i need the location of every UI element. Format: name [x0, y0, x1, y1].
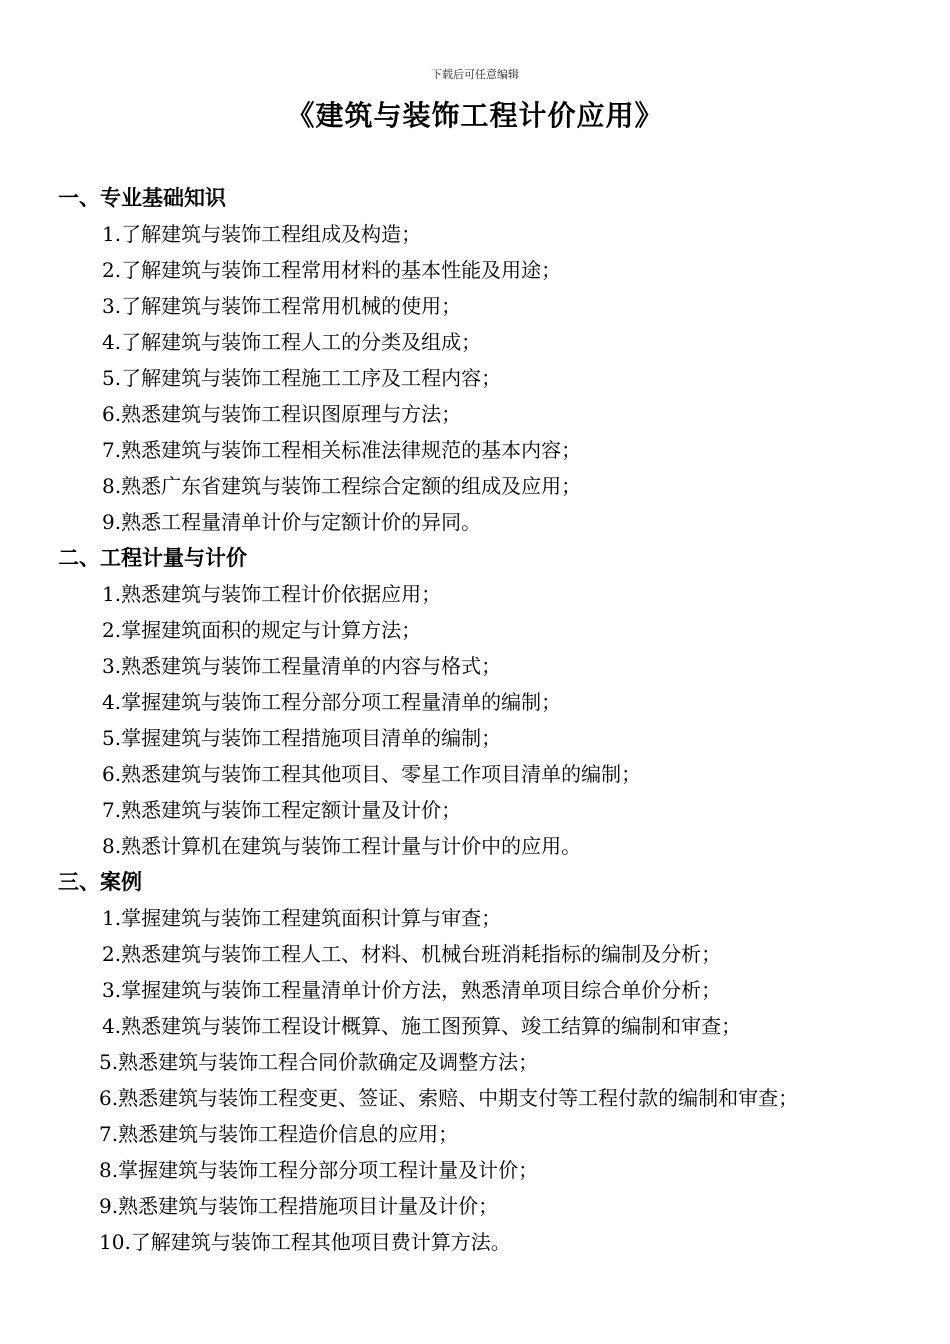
list-item: 2.了解建筑与装饰工程常用材料的基本性能及用途；: [102, 258, 562, 282]
list-item: 3.了解建筑与装饰工程常用机械的使用；: [102, 294, 462, 318]
section-heading-cases: 三、案例: [58, 870, 142, 894]
list-item: 6.熟悉建筑与装饰工程识图原理与方法；: [102, 402, 462, 426]
list-item: 6.熟悉建筑与装饰工程其他项目、零星工作项目清单的编制；: [102, 762, 642, 786]
list-item: 5.熟悉建筑与装饰工程合同价款确定及调整方法；: [99, 1050, 539, 1074]
list-item: 6.熟悉建筑与装饰工程变更、签证、索赔、中期支付等工程付款的编制和审查；: [99, 1086, 799, 1110]
list-item: 4.了解建筑与装饰工程人工的分类及组成；: [102, 330, 482, 354]
list-item: 7.熟悉建筑与装饰工程相关标准法律规范的基本内容；: [102, 438, 582, 462]
list-item: 2.熟悉建筑与装饰工程人工、材料、机械台班消耗指标的编制及分析；: [102, 942, 722, 966]
list-item: 5.掌握建筑与装饰工程措施项目清单的编制；: [102, 726, 502, 750]
list-item: 8.掌握建筑与装饰工程分部分项工程计量及计价；: [99, 1158, 539, 1182]
list-item: 1.熟悉建筑与装饰工程计价依据应用；: [102, 582, 442, 606]
list-item: 8.熟悉广东省建筑与装饰工程综合定额的组成及应用；: [102, 474, 582, 498]
list-item: 10.了解建筑与装饰工程其他项目费计算方法。: [99, 1230, 511, 1254]
list-item: 7.熟悉建筑与装饰工程定额计量及计价；: [102, 798, 462, 822]
list-item: 9.熟悉工程量清单计价与定额计价的异同。: [102, 510, 482, 534]
document-body: [58, 180, 918, 1260]
document-title: 《建筑与装饰工程计价应用》: [286, 99, 664, 132]
list-item: 1.掌握建筑与装饰工程建筑面积计算与审查；: [102, 906, 502, 930]
list-item: 9.熟悉建筑与装饰工程措施项目计量及计价；: [99, 1194, 499, 1218]
list-item: 4.熟悉建筑与装饰工程设计概算、施工图预算、竣工结算的编制和审查；: [102, 1014, 742, 1038]
list-item: 3.熟悉建筑与装饰工程量清单的内容与格式；: [102, 654, 502, 678]
header-note: 下载后可任意编辑: [431, 68, 519, 81]
section-heading-basics: 一、专业基础知识: [58, 186, 226, 210]
list-item: 7.熟悉建筑与装饰工程造价信息的应用；: [99, 1122, 459, 1146]
list-item: 3.掌握建筑与装饰工程量清单计价方法，熟悉清单项目综合单价分析；: [102, 978, 722, 1002]
list-item: 4.掌握建筑与装饰工程分部分项工程量清单的编制；: [102, 690, 562, 714]
list-item: 1.了解建筑与装饰工程组成及构造；: [102, 222, 422, 246]
list-item: 5.了解建筑与装饰工程施工工序及工程内容；: [102, 366, 502, 390]
list-item: 8.熟悉计算机在建筑与装饰工程计量与计价中的应用。: [102, 834, 582, 858]
list-item: 2.掌握建筑面积的规定与计算方法；: [102, 618, 422, 642]
section-heading-measurement: 二、工程计量与计价: [58, 546, 247, 570]
